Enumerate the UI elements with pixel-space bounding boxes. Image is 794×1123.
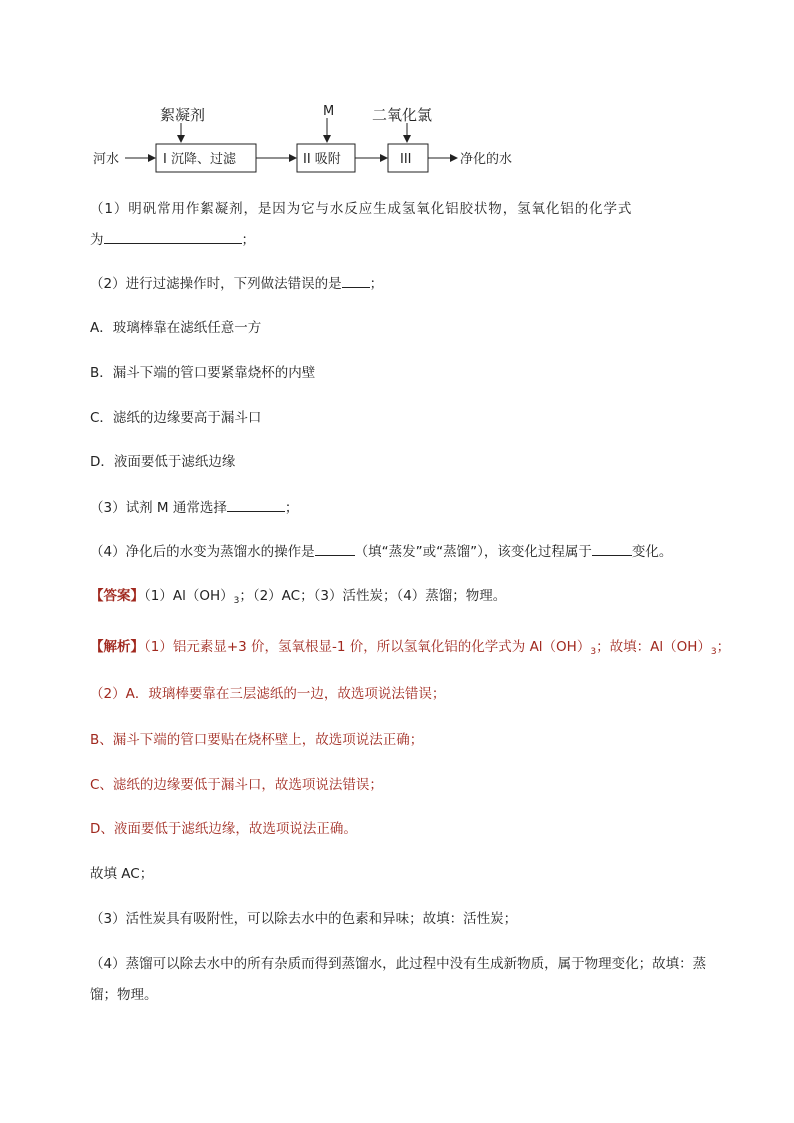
stage-2-label: II 吸附 — [303, 152, 341, 167]
question-4-middle: （填“蒸发”或“蒸馏”），该变化过程属于 — [354, 544, 592, 560]
question-2-blank[interactable] — [342, 273, 370, 288]
question-4 — [90, 541, 672, 562]
answer-tag: 【答案】 — [90, 588, 144, 604]
analysis-tag: 【解析】 — [90, 639, 144, 655]
question-3-end: ； — [284, 500, 299, 516]
analysis-part-2: ；故填：Al（OH） — [596, 639, 711, 655]
question-1-blank[interactable] — [104, 229, 242, 244]
question-1-text: （1）明矾常用作絮凝剂，是因为它与水反应生成氢氧化铝胶状物，氢氧化铝的化学式 — [90, 201, 633, 217]
analysis-line-3: （3）活性炭具有吸附性，可以除去水中的色素和异味；故填：活性炭； — [90, 911, 518, 927]
question-2-end: ； — [369, 276, 384, 292]
question-1-text-2: 为 — [90, 232, 104, 248]
reagent-m-label: M — [323, 104, 335, 119]
question-4-end: 变化。 — [631, 544, 673, 560]
answer-part-2: ；（2）AC；（3）活性炭；（4）蒸馏；物理。 — [239, 588, 507, 604]
question-4-blank-2[interactable] — [592, 541, 632, 556]
analysis-subscript-1: 3 — [590, 647, 597, 657]
question-3-text: （3）试剂 M 通常选择 — [90, 500, 227, 516]
option-c: C．滤纸的边缘要高于漏斗口 — [90, 410, 262, 426]
flocculant-label: 絮凝剂 — [160, 106, 206, 124]
analysis-part-1: （1）铝元素显+3 价，氢氧根显-1 价，所以氢氧化铝的化学式为 Al（OH） — [144, 639, 591, 655]
analysis-line-2c: C、滤纸的边缘要低于漏斗口，故选项说法错误； — [90, 777, 383, 793]
analysis-line-2d: D、液面要低于滤纸边缘，故选项说法正确。 — [90, 821, 357, 837]
option-d: D．液面要低于滤纸边缘 — [90, 454, 236, 470]
analysis-line-1 — [90, 637, 730, 662]
question-1-line-2 — [90, 229, 255, 250]
river-water-label: 河水 — [93, 152, 120, 167]
option-a: A．玻璃棒靠在滤纸任意一方 — [90, 320, 262, 336]
question-1-line-1 — [90, 199, 632, 219]
answer-part-1: （1）Al（OH） — [144, 588, 234, 604]
option-b: B．漏斗下端的管口要紧靠烧杯的内壁 — [90, 365, 316, 381]
question-3 — [90, 497, 298, 518]
analysis-part-3: ； — [716, 639, 731, 655]
analysis-line-2b: B、漏斗下端的管口要贴在烧杯壁上，故选项说法正确； — [90, 732, 424, 748]
analysis-line-4b: 馏；物理。 — [90, 987, 158, 1003]
purified-water-label: 净化的水 — [460, 152, 513, 167]
stage-1-label: I 沉降、过滤 — [163, 152, 236, 167]
answer-line — [90, 586, 506, 611]
answer-subscript: 3 — [233, 596, 240, 606]
water-purification-diagram — [0, 0, 794, 200]
question-3-blank[interactable] — [227, 497, 285, 512]
analysis-subscript-2: 3 — [710, 647, 717, 657]
question-2 — [90, 273, 383, 294]
question-4-blank-1[interactable] — [315, 541, 355, 556]
question-2-text: （2）进行过滤操作时，下列做法错误的是 — [90, 276, 342, 292]
question-1-end: ； — [241, 232, 255, 248]
question-4-text: （4）净化后的水变为蒸馏水的操作是 — [90, 544, 315, 560]
analysis-line-4a: （4）蒸馏可以除去水中的所有杂质而得到蒸馏水，此过程中没有生成新物质，属于物理变化；故填：蒸 — [90, 956, 707, 972]
analysis-line-2a: （2）A．玻璃棒要靠在三层滤纸的一边，故选项说法错误； — [90, 686, 446, 702]
stage-3-label: III — [400, 152, 412, 167]
analysis-fill-ac: 故填 AC； — [90, 866, 154, 882]
chlorine-dioxide-label: 二氧化氯 — [372, 106, 433, 124]
